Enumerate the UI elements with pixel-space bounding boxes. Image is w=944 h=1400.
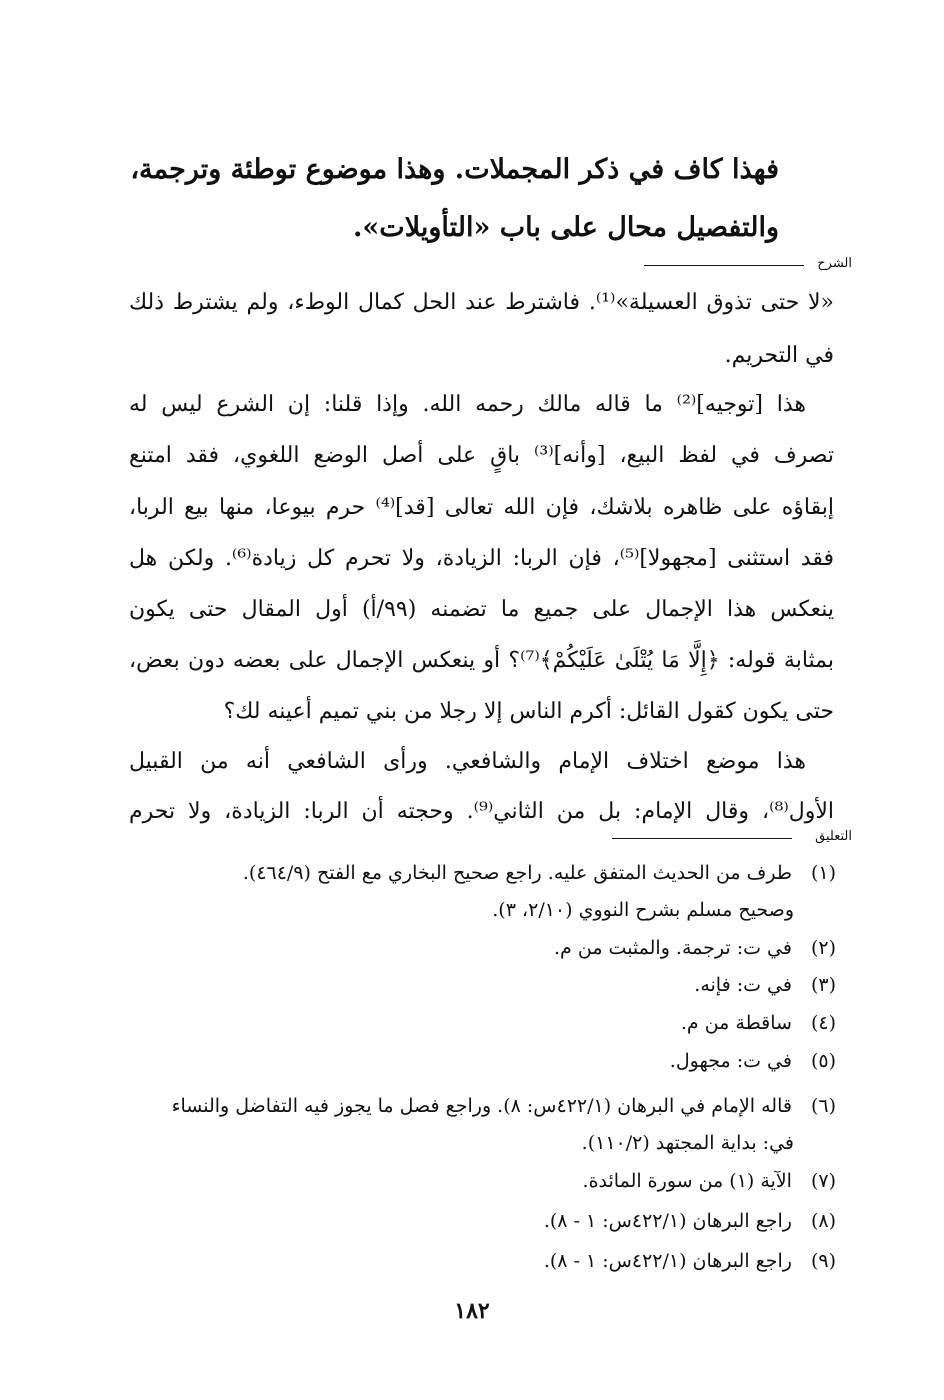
commentary-separator — [644, 265, 804, 266]
footnote-item: (٣) في ت: فإنه. — [694, 974, 836, 996]
footnote-item: (٧) الآية (١) من سورة المائدة. — [582, 1170, 836, 1192]
footnote-item: (٩) راجع البرهان (٤٢٢/١س: ١ - ٨). — [543, 1250, 836, 1272]
footnotes-label: التعليق — [815, 829, 852, 844]
commentary-line: هذا [توجيه]⁽²⁾ ما قاله مالك رحمه الله. وإذا قلنا: إن الشرع ليس له — [129, 392, 806, 417]
commentary-line: إبقاؤه على ظاهره بلاشك، فإن الله تعالى [قد]⁽⁴⁾ حرم بيوعا، منها بيع الربا، — [129, 495, 835, 520]
footnotes-separator — [612, 838, 792, 839]
footnote-item: (٢) في ت: ترجمة. والمثبت من م. — [554, 937, 836, 959]
footnote-item: (٤) ساقطة من م. — [680, 1012, 836, 1034]
footnote-item: (٥) في ت: مجهول. — [669, 1050, 836, 1072]
commentary-line: بمثابة قوله: ﴿إِلَّا مَا يُتْلَىٰ عَلَيْكُمْ﴾⁽⁷⁾؟ أو ينعكس الإجمال على بعضه دون بعض، — [129, 648, 834, 673]
footnote-continuation: في: بداية المجتهد (١١٠/٢). — [581, 1132, 794, 1154]
commentary-line: ينعكس هذا الإجمال على جميع ما تضمنه (٩٩/أ) أول المقال حتى يكون — [129, 597, 834, 622]
page-number: ١٨٢ — [454, 1298, 490, 1324]
footnote-item: (٨) راجع البرهان (٤٢٢/١س: ١ - ٨). — [543, 1210, 836, 1232]
main-text-line: فهذا كاف في ذكر المجملات. وهذا موضوع توطئة وترجمة، — [130, 154, 779, 185]
commentary-line: الأول⁽⁸⁾، وقال الإمام: بل من الثاني⁽⁹⁾. وحجته أن الربا: الزيادة، ولا تحرم — [129, 799, 834, 824]
commentary-line: فقد استثنى [مجهولا]⁽⁵⁾، فإن الربا: الزيادة، ولا تحرم كل زيادة⁽⁶⁾. ولكن هل — [129, 546, 834, 571]
commentary-line: تصرف في لفظ البيع، [وأنه]⁽³⁾ باقٍ على أصل الوضع اللغوي، فقد امتنع — [129, 443, 835, 468]
commentary-line: حتى يكون كقول القائل: أكرم الناس إلا رجلا من بني تميم أعينه لك؟ — [223, 699, 834, 724]
commentary-line: في التحريم. — [724, 343, 834, 368]
commentary-line: هذا موضع اختلاف الإمام والشافعي. ورأى الشافعي أنه من القبيل — [129, 749, 806, 774]
footnote-item: (١) طرف من الحديث المتفق عليه. راجع صحيح البخاري مع الفتح (٤٦٤/٩). — [242, 862, 836, 884]
footnote-item: (٦) قاله الإمام في البرهان (٤٢٢/١س: ٨). وراجع فصل ما يجوز فيه التفاضل والنساء — [171, 1095, 836, 1117]
main-text-line: والتفصيل محال على باب «التأويلات». — [353, 212, 779, 243]
footnote-continuation: وصحيح مسلم بشرح النووي (٢/١٠، ٣). — [492, 899, 794, 921]
commentary-label: الشرح — [817, 256, 852, 271]
commentary-line: «لا حتى تذوق العسيلة»⁽¹⁾. فاشترط عند الحل كمال الوطء، ولم يشترط ذلك — [129, 290, 834, 315]
